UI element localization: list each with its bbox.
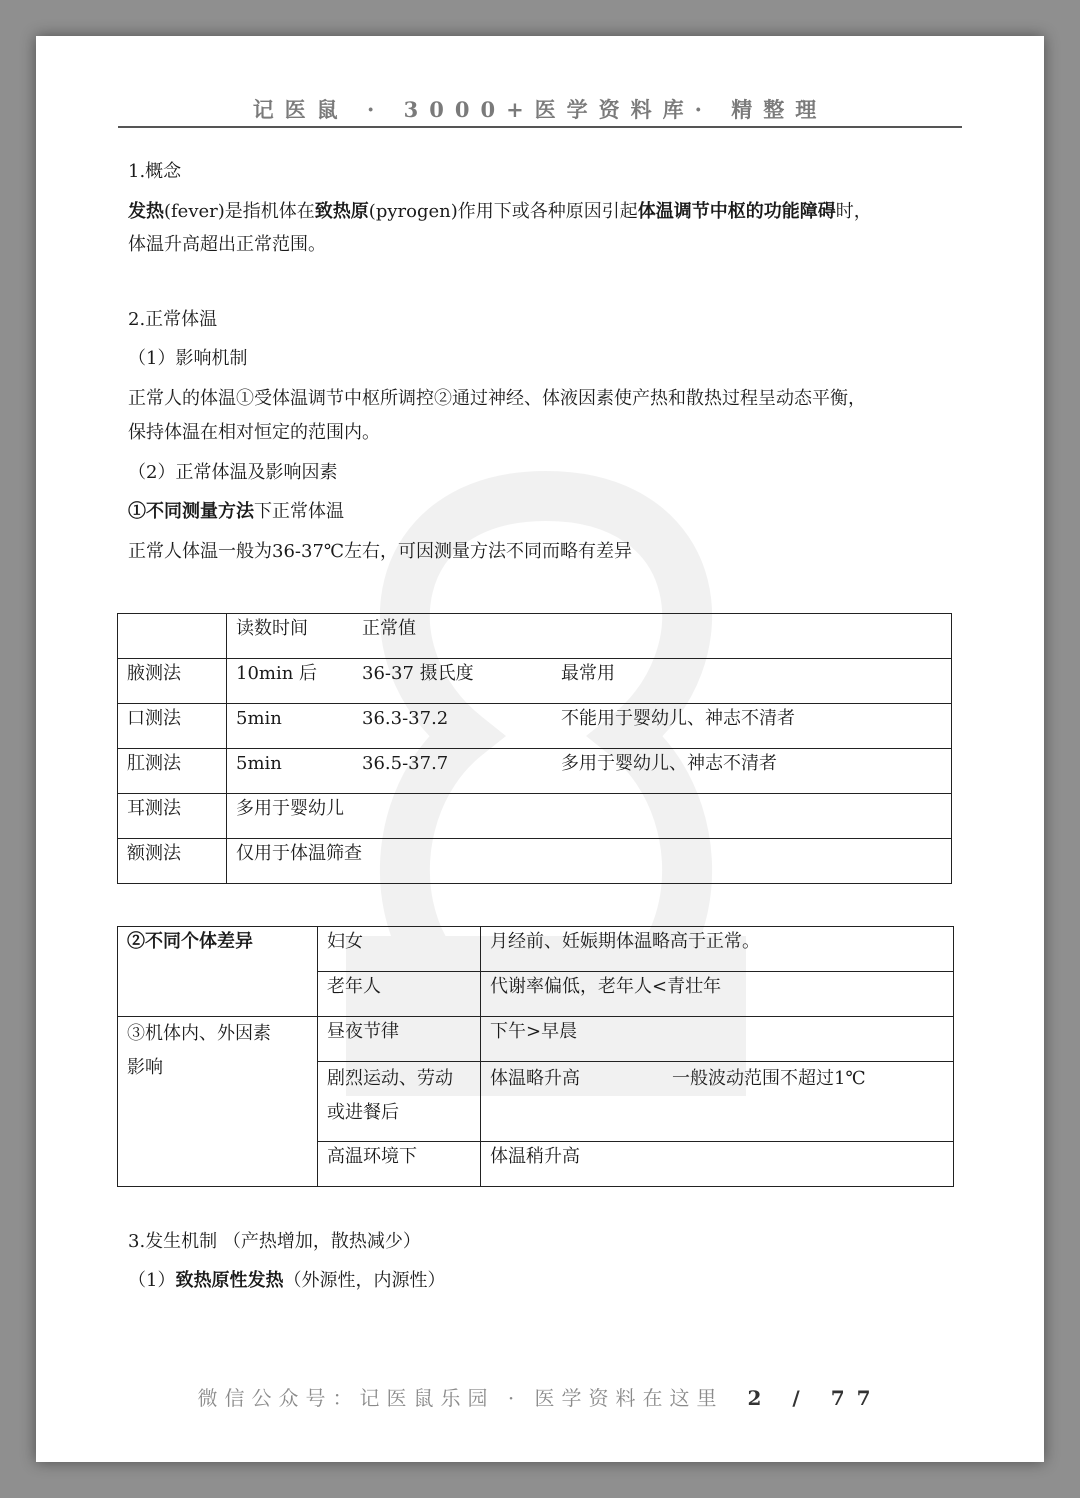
header-time: 读数时间: [236, 618, 308, 639]
text-span: （1）: [128, 1270, 176, 1291]
section-3-title: 3.发生机制 （产热增加，散热减少）: [128, 1231, 421, 1252]
section-2-title: 2.正常体温: [128, 309, 218, 330]
row-cell: [227, 704, 952, 749]
table-row: [118, 704, 952, 749]
measurement-note: 正常人体温一般为36-37℃左右，可因测量方法不同而略有差异: [128, 541, 633, 562]
table-row: [118, 794, 952, 839]
group-individual-differences: ②不同个体差异: [118, 927, 318, 1017]
factor-cell: [318, 1062, 481, 1142]
group-label-line: 影响: [127, 1057, 163, 1078]
factor-line: 剧烈运动、劳动: [327, 1068, 453, 1089]
row-cell: [227, 659, 952, 704]
page-number: 2 / 77: [747, 1386, 883, 1410]
page-header: 记医鼠 · 3000+医学资料库· 精整理: [118, 98, 962, 128]
text-span: (fever)是指机体在: [164, 201, 315, 222]
factor-desc-cell: 月经前、妊娠期体温略高于正常。: [481, 927, 954, 972]
mechanism-line-1: 正常人的体温①受体温调节中枢所调控②通过神经、体液因素使产热和散热过程呈动态平衡，: [128, 388, 866, 409]
method-cell: 肛测法: [118, 749, 227, 794]
desc-note: 一般波动范围不超过1℃: [672, 1068, 866, 1089]
time-cell: 10min 后: [236, 663, 318, 684]
value-cell: 36-37 摄氏度: [362, 663, 474, 684]
time-cell: 5min: [236, 708, 282, 729]
factor-desc-cell: 下午>早晨: [481, 1017, 954, 1062]
note-cell: 多用于婴幼儿、神志不清者: [561, 753, 777, 774]
table-row: [118, 749, 952, 794]
value-cell: 36.5-37.7: [362, 753, 449, 774]
text-span: (pyrogen)作用下或各种原因引起: [368, 201, 638, 222]
table-header-row: [118, 614, 952, 659]
method-cell: 耳测法: [118, 794, 227, 839]
subsection-factors: （2）正常体温及影响因素: [128, 462, 338, 483]
factors-table: [117, 926, 954, 1187]
definition-paragraph: [128, 200, 872, 224]
method-cell: 腋测法: [118, 659, 227, 704]
mechanism-line-2: 保持体温在相对恒定的范围内。: [128, 422, 380, 443]
term-fever: 发热: [128, 201, 164, 222]
method-cell: 口测法: [118, 704, 227, 749]
bold-span: 致热原性发热: [175, 1270, 284, 1291]
factor-cell: 老年人: [318, 972, 481, 1017]
document-page: [36, 36, 1044, 1462]
time-cell: 5min: [236, 753, 282, 774]
factor-cell: 妇女: [318, 927, 481, 972]
row-cell: 仅用于体温筛查: [227, 839, 952, 884]
factor-line: 或进餐后: [327, 1102, 399, 1123]
value-cell: 36.3-37.2: [362, 708, 449, 729]
text-span: 时，: [835, 201, 872, 222]
group-internal-external: [118, 1017, 318, 1187]
item-measurement-methods: [128, 500, 344, 524]
method-cell: 额测法: [118, 839, 227, 884]
header-cell: [227, 614, 952, 659]
text-span: （外源性，内源性）: [283, 1270, 446, 1291]
page-footer: [36, 1382, 1044, 1411]
section-1-title: 1.概念: [128, 161, 182, 182]
factor-desc-cell: [481, 1062, 954, 1142]
header-cell: [118, 614, 227, 659]
table-row: [118, 659, 952, 704]
header-value: 正常值: [362, 618, 416, 639]
factor-desc-cell: 体温稍升高: [481, 1142, 954, 1187]
note-cell: 不能用于婴幼儿、神志不清者: [561, 708, 795, 729]
table-row: [118, 927, 954, 972]
subsection-pyrogenic-fever: [128, 1269, 445, 1293]
factor-cell: 昼夜节律: [318, 1017, 481, 1062]
row-cell: 多用于婴幼儿: [227, 794, 952, 839]
table-row: [118, 1017, 954, 1062]
subsection-mechanism: （1）影响机制: [128, 348, 248, 369]
footer-text: 微信公众号：记医鼠乐园 · 医学资料在这里: [197, 1386, 724, 1410]
text-span: 下正常体温: [254, 501, 344, 522]
measurement-table: [117, 613, 952, 884]
note-cell: 最常用: [561, 663, 615, 684]
factor-desc-cell: 代谢率偏低，老年人<青壮年: [481, 972, 954, 1017]
bold-span: ①不同测量方法: [128, 501, 254, 522]
desc-text: 体温略升高: [490, 1068, 580, 1089]
row-cell: [227, 749, 952, 794]
term-pyrogen: 致热原: [314, 201, 369, 222]
term-thermoregulation: 体温调节中枢的功能障碍: [637, 201, 836, 222]
group-label-line: ③机体内、外因素: [127, 1023, 271, 1044]
factor-cell: 高温环境下: [318, 1142, 481, 1187]
definition-line-2: 体温升高超出正常范围。: [128, 234, 326, 255]
table-row: [118, 839, 952, 884]
